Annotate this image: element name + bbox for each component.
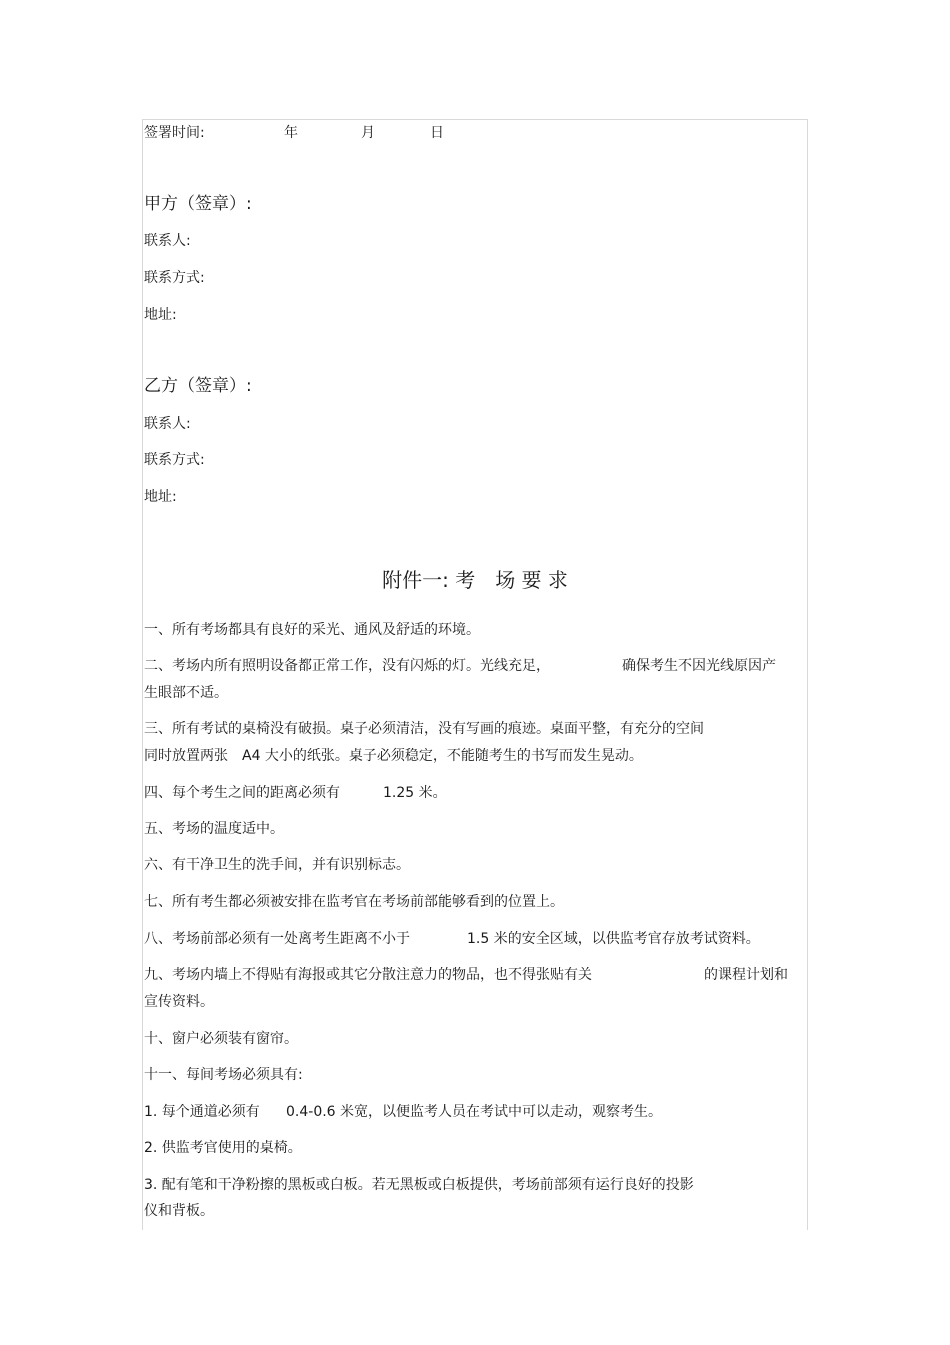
req-11-item-1-part-2: 0.4-0.6 米宽，以便监考人员在考试中可以走动，观察考生。 [286, 1104, 663, 1120]
signing-day: 日 [430, 125, 444, 141]
req-8-part-2: 1.5 米的安全区域，以供监考官存放考试资料。 [467, 931, 760, 947]
signing-time-label: 签署时间: [144, 125, 205, 141]
party-b-heading: 乙方（签章）: [144, 376, 252, 396]
req-11-item-3-line-2: 仪和背板。 [144, 1203, 214, 1219]
req-2-part-1: 二、考场内所有照明设备都正常工作，没有闪烁的灯。光线充足， [144, 658, 550, 674]
req-3-line-2: 同时放置两张 A4 大小的纸张。桌子必须稳定，不能随考生的书写而发生晃动。 [144, 748, 643, 764]
req-11: 十一、每间考场必须具有: [144, 1067, 303, 1083]
party-b-contact: 联系人: [144, 416, 191, 432]
party-a-contact-method: 联系方式: [144, 270, 205, 286]
req-2-part-3: 生眼部不适。 [144, 685, 228, 701]
signing-year: 年 [284, 125, 298, 141]
req-11-item-2: 2. 供监考官使用的桌椅。 [144, 1140, 302, 1156]
req-10: 十、窗户必须装有窗帘。 [144, 1031, 298, 1047]
party-a-contact: 联系人: [144, 233, 191, 249]
req-3-line-1: 三、所有考试的桌椅没有破损。桌子必须清洁，没有写画的痕迹。桌面平整，有充分的空间 [144, 721, 704, 737]
party-b-contact-method: 联系方式: [144, 452, 205, 468]
req-7: 七、所有考生都必须被安排在监考官在考场前部能够看到的位置上。 [144, 894, 564, 910]
req-9-part-1: 九、考场内墙上不得贴有海报或其它分散注意力的物品，也不得张贴有关 [144, 967, 592, 983]
req-4-part-2: 1.25 米。 [383, 785, 447, 801]
req-9-part-3: 宣传资料。 [144, 994, 214, 1010]
req-9-part-2: 的课程计划和 [704, 967, 788, 983]
req-4-part-1: 四、每个考生之间的距离必须有 [144, 785, 340, 801]
req-8-part-1: 八、考场前部必须有一处离考生距离不小于 [144, 931, 410, 947]
party-a-heading: 甲方（签章）: [144, 194, 252, 214]
req-6: 六、有干净卫生的洗手间，并有识别标志。 [144, 857, 410, 873]
req-2-part-2: 确保考生不因光线原因产 [622, 658, 776, 674]
signing-month: 月 [361, 125, 375, 141]
party-a-address: 地址: [144, 307, 177, 323]
req-1: 一、所有考场都具有良好的采光、通风及舒适的环境。 [144, 622, 480, 638]
party-b-address: 地址: [144, 489, 177, 505]
req-5: 五、考场的温度适中。 [144, 821, 284, 837]
annex-title: 附件一: 考 场 要 求 [382, 568, 568, 592]
req-11-item-1-part-1: 1. 每个通道必须有 [144, 1104, 260, 1120]
req-11-item-3-line-1: 3. 配有笔和干净粉擦的黑板或白板。若无黑板或白板提供，考场前部须有运行良好的投影 [144, 1177, 694, 1193]
